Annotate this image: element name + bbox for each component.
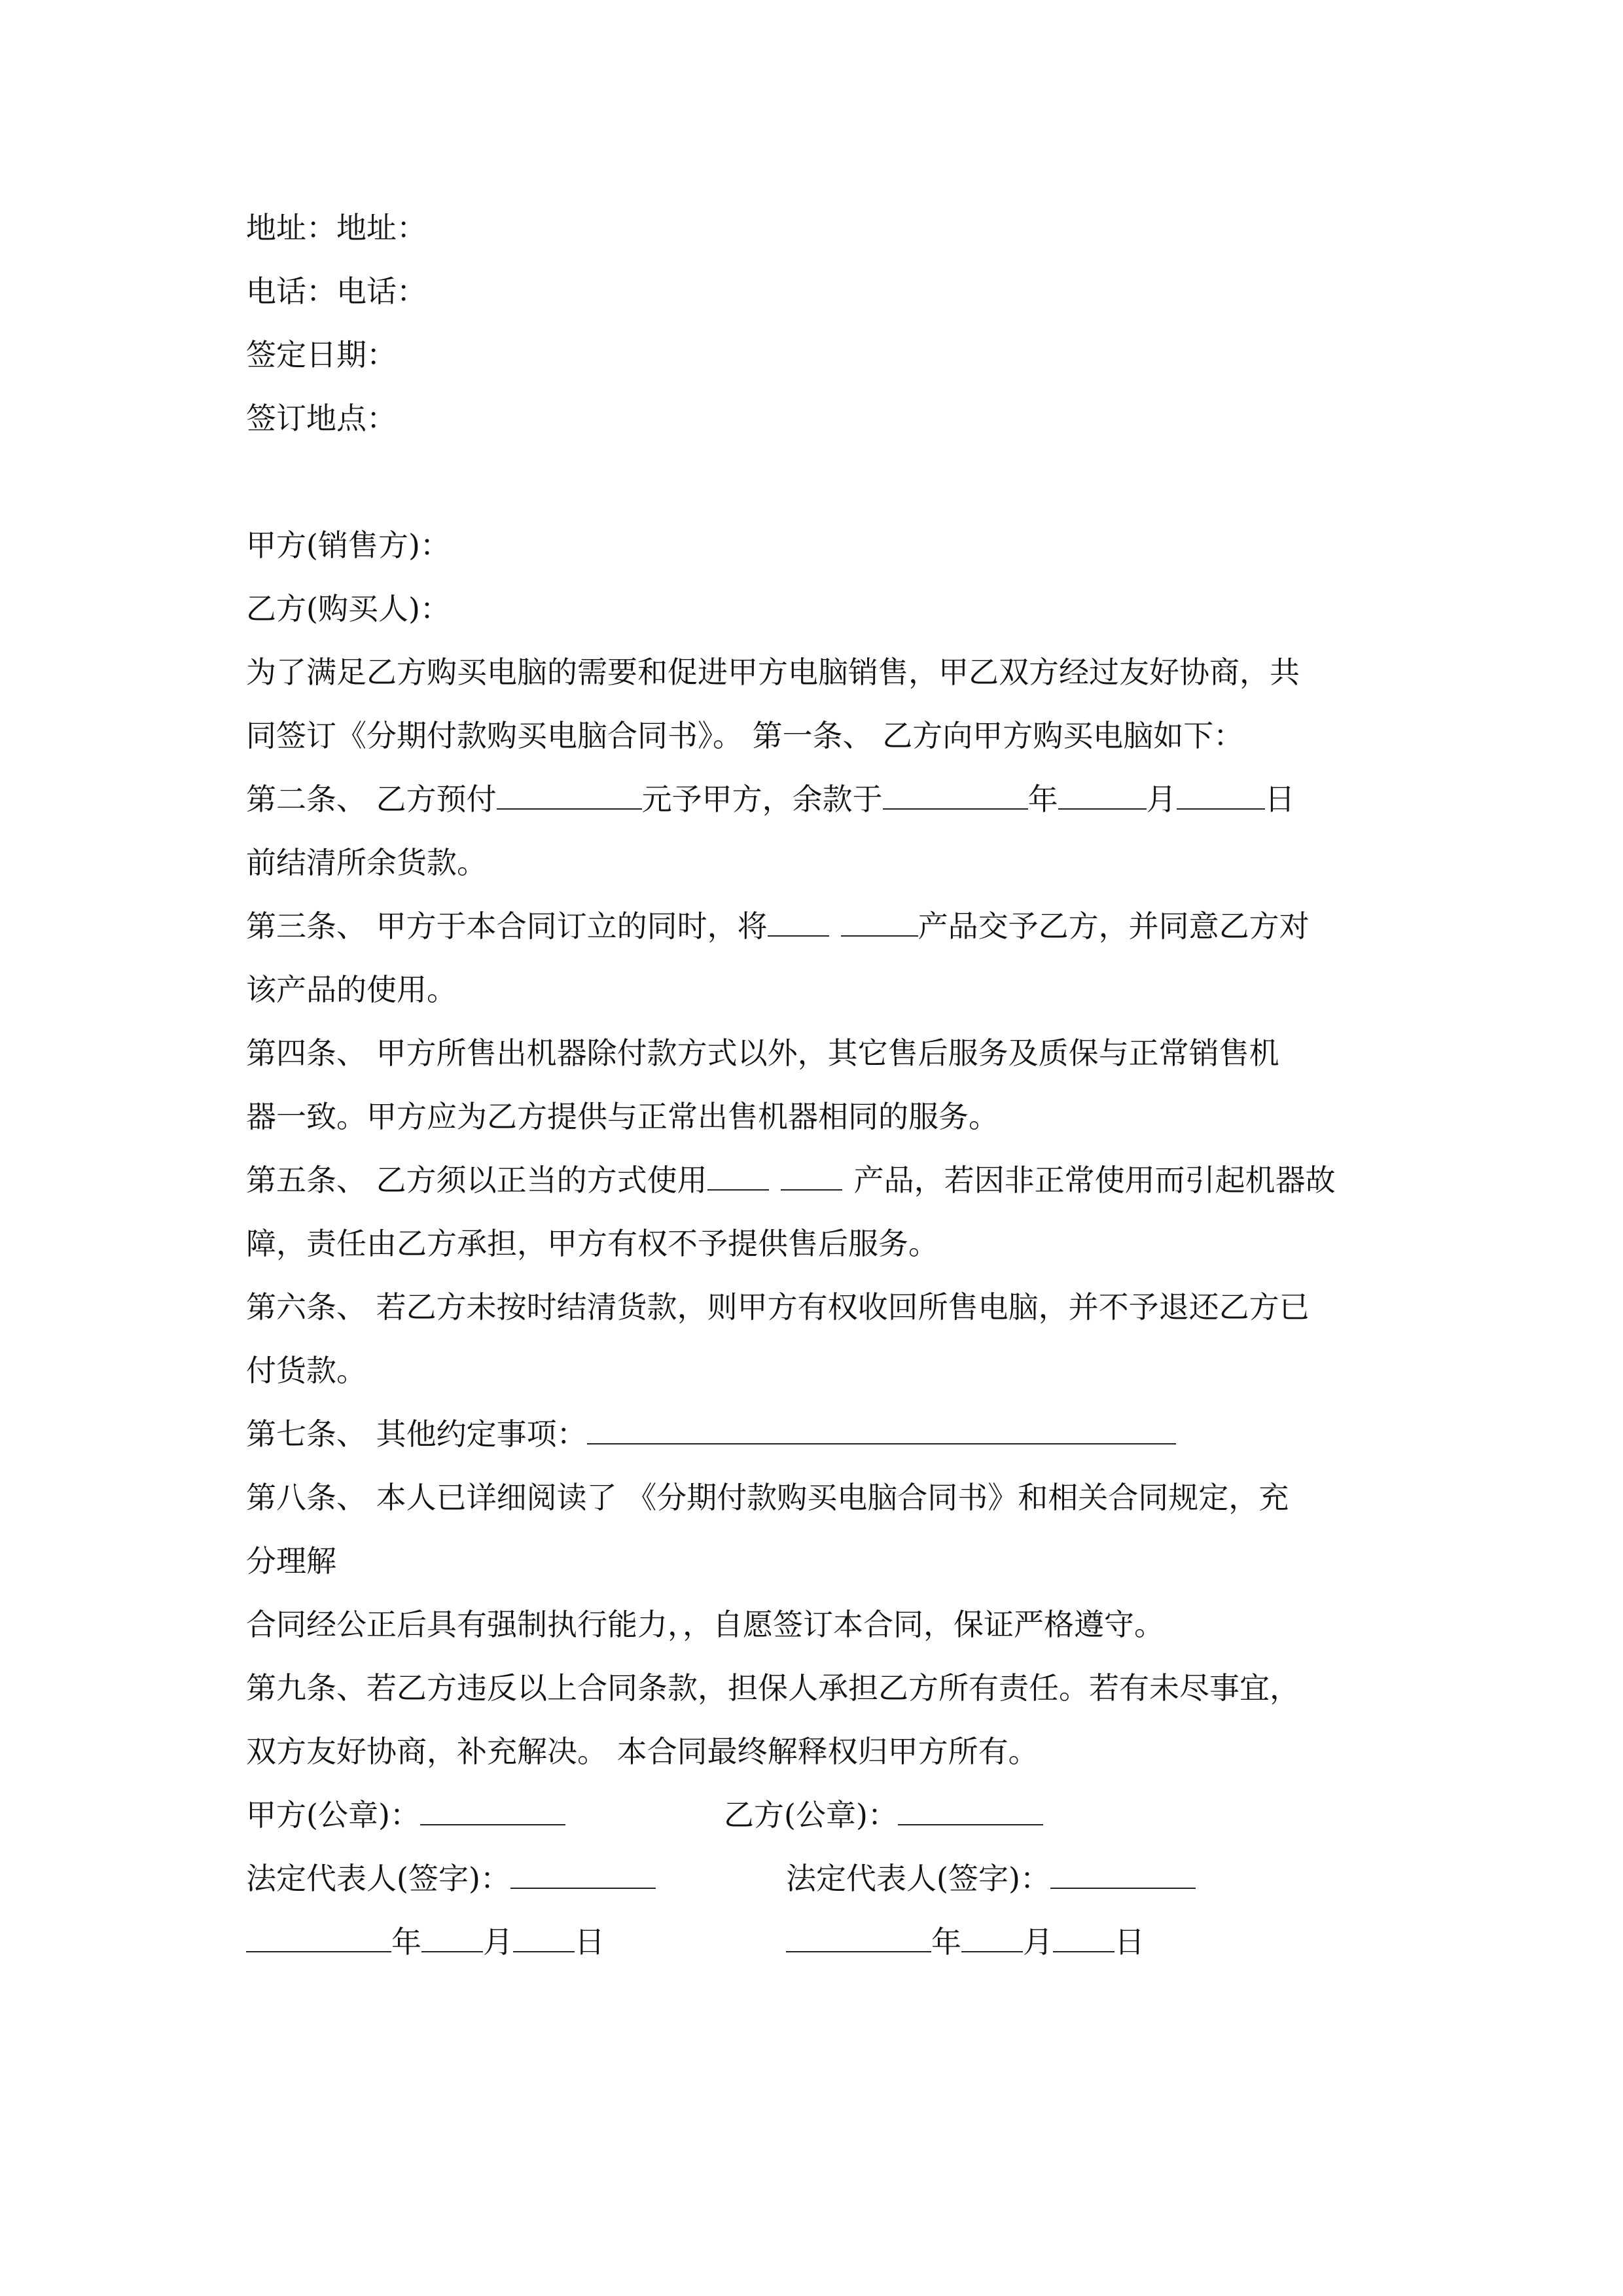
article-5-text-b: 产品，若因非正常使用而引起机器故 — [853, 1162, 1336, 1198]
rep-b-blank[interactable] — [1050, 1861, 1196, 1889]
article-4-line-1: 第四条、 甲方所售出机器除付款方式以外，其它售后服务及质保与正常销售机 — [246, 1035, 1279, 1071]
article-8-line-3: 合同经公正后具有强制执行能力，，自愿签订本合同，保证严格遵守。 — [246, 1607, 1164, 1642]
date-b-day-blank[interactable] — [1053, 1925, 1115, 1952]
article-8-line-1: 第八条、 本人已详细阅读了 《分期付款购买电脑合同书》和相关合同规定，充 — [246, 1480, 1289, 1515]
article-6-line-1: 第六条、 若乙方未按时结清货款，则甲方有权收回所售电脑，并不予退还乙方已 — [246, 1289, 1310, 1325]
rep-b — [786, 1847, 1323, 1910]
sign-place-line: 签订地点： — [246, 401, 397, 436]
contract-body — [246, 196, 1378, 1974]
seal-row — [246, 1784, 1378, 1847]
date-a-month-blank[interactable] — [421, 1925, 483, 1952]
article-7-text: 第七条、 其他约定事项： — [246, 1416, 587, 1452]
seal-a — [246, 1784, 724, 1847]
date-a — [246, 1910, 786, 1974]
other-terms-blank[interactable] — [587, 1417, 1176, 1444]
seal-b-blank[interactable] — [898, 1798, 1043, 1825]
article-3-line-2: 该产品的使用。 — [246, 972, 457, 1007]
article-9-line-2: 双方友好协商，补充解决。 本合同最终解释权归甲方所有。 — [246, 1734, 1039, 1769]
seal-a-label: 甲方(公章)： — [246, 1797, 420, 1833]
date-a-year: 年 — [391, 1924, 421, 1960]
article-8-line-2: 分理解 — [246, 1543, 336, 1579]
rep-a-blank[interactable] — [510, 1861, 656, 1889]
product-blank-2[interactable] — [841, 909, 918, 937]
article-2-text-b: 元予甲方，余款于 — [641, 781, 883, 817]
article-2-line-2: 前结清所余货款。 — [246, 845, 487, 880]
article-3-line-1 — [246, 895, 1378, 958]
article-3-text-a: 第三条、 甲方于本合同订立的同时，将 — [246, 908, 768, 944]
rep-a-label: 法定代表人(签字)： — [246, 1861, 510, 1896]
day-blank[interactable] — [1177, 782, 1265, 810]
article-9-line-1: 第九条、若乙方违反以上合同条款，担保人承担乙方所有责任。若有未尽事宜， — [246, 1670, 1300, 1706]
seal-a-blank[interactable] — [420, 1798, 565, 1825]
article-2-month: 月 — [1146, 781, 1177, 817]
party-a-line: 甲方(销售方)： — [246, 528, 450, 563]
phone-line: 电话：电话： — [246, 274, 427, 309]
party-b-line: 乙方(购买人)： — [246, 591, 450, 626]
article-5-line-1 — [246, 1149, 1378, 1212]
article-3-text-b: 产品交予乙方，并同意乙方对 — [918, 908, 1310, 944]
seal-b-label: 乙方(公章)： — [724, 1797, 898, 1833]
spacer — [246, 450, 1378, 514]
intro-line-1: 为了满足乙方购买电脑的需要和促进甲方电脑销售，甲乙双方经过友好协商，共 — [246, 655, 1300, 690]
usage-product-blank-1[interactable] — [707, 1163, 769, 1191]
date-b-year: 年 — [931, 1924, 961, 1960]
rep-a — [246, 1847, 786, 1910]
article-2-year: 年 — [1027, 781, 1058, 817]
year-blank[interactable] — [883, 782, 1028, 810]
article-5-text-a: 第五条、 乙方须以正当的方式使用 — [246, 1162, 707, 1198]
article-7-line — [246, 1403, 1378, 1466]
representative-row — [246, 1847, 1378, 1910]
article-2-text-a: 第二条、 乙方预付 — [246, 781, 497, 817]
article-6-line-2: 付货款。 — [246, 1353, 366, 1388]
date-a-month: 月 — [483, 1924, 513, 1960]
article-5-line-2: 障，责任由乙方承担，甲方有权不予提供售后服务。 — [246, 1226, 938, 1261]
article-4-line-2: 器一致。甲方应为乙方提供与正常出售机器相同的服务。 — [246, 1099, 999, 1134]
date-b — [786, 1910, 1323, 1974]
date-row — [246, 1910, 1378, 1974]
date-a-day-blank[interactable] — [513, 1925, 575, 1952]
address-line: 地址：地址： — [246, 210, 427, 245]
date-b-day: 日 — [1115, 1924, 1145, 1960]
month-blank[interactable] — [1058, 782, 1147, 810]
date-b-month-blank[interactable] — [961, 1925, 1023, 1952]
date-a-day: 日 — [575, 1924, 605, 1960]
article-2-day: 日 — [1264, 781, 1295, 817]
date-b-year-blank[interactable] — [786, 1925, 931, 1952]
date-a-year-blank[interactable] — [246, 1925, 391, 1952]
rep-b-label: 法定代表人(签字)： — [786, 1861, 1050, 1896]
intro-line-2: 同签订《分期付款购买电脑合同书》。 第一条、 乙方向甲方购买电脑如下： — [246, 718, 1244, 753]
date-b-month: 月 — [1023, 1924, 1053, 1960]
usage-product-blank-2[interactable] — [781, 1163, 842, 1191]
product-blank-1[interactable] — [768, 909, 829, 937]
seal-b — [724, 1784, 1260, 1847]
prepay-amount-blank[interactable] — [497, 782, 642, 810]
sign-date-line: 签定日期： — [246, 337, 397, 372]
article-2-line-1 — [246, 768, 1378, 831]
